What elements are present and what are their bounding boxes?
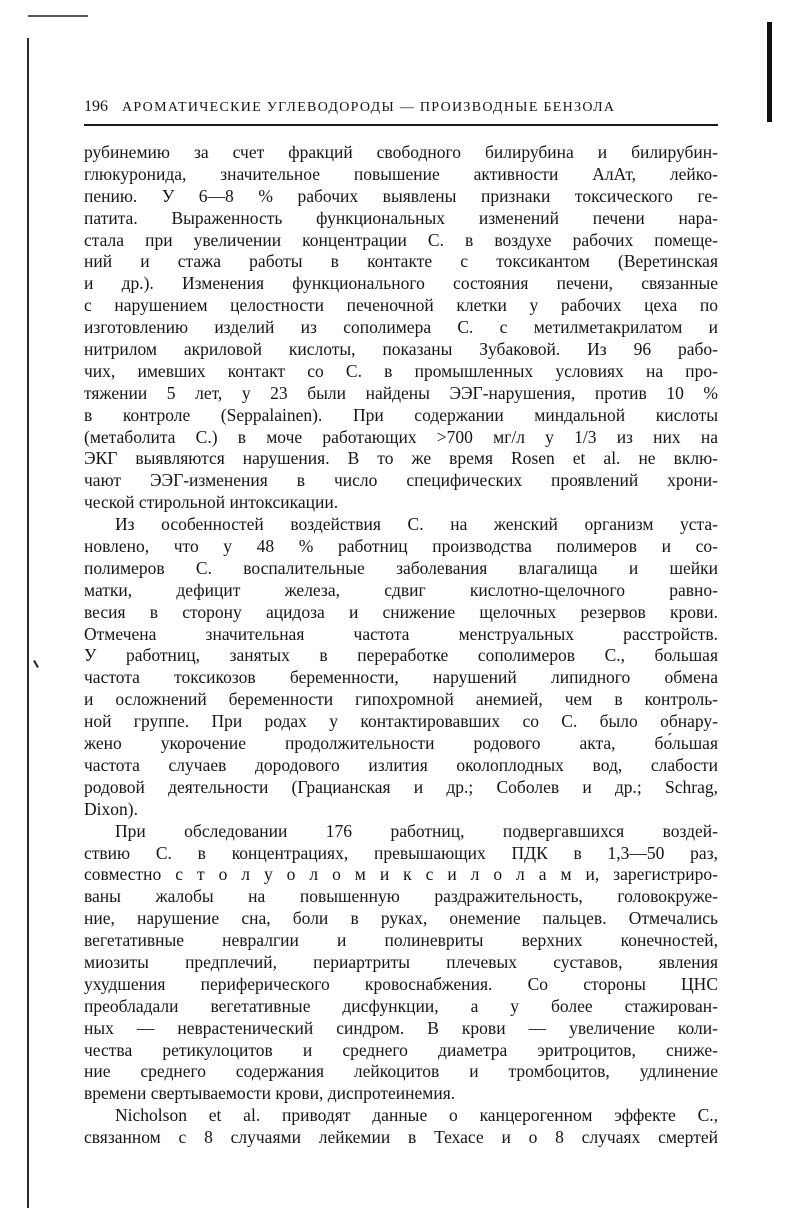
text-line: ние среднего содержания лейкоцитов и тромбоцитов, удлинение	[84, 1061, 718, 1082]
text-line: ние, нарушение сна, боли в руках, онемение пальцев. Отмечались	[84, 908, 718, 929]
text-line: и осложнений беременности гипохромной анемией, чем в контроль-	[84, 689, 718, 710]
text-line: ствию С. в концентрациях, превышающих ПДК в 1,3—50 раз,	[84, 842, 718, 863]
text-line: ных — неврастенический синдром. В крови — увеличение коли-	[84, 1017, 718, 1038]
text-line: Отмечена значительная частота менструальных расстройств.	[84, 623, 718, 644]
page-edge-top	[28, 15, 88, 17]
text-line: рубинемию за счет фракций свободного билирубина и билирубин-	[84, 142, 718, 162]
text-line: патита. Выраженность функциональных изменений печени нара-	[84, 207, 718, 228]
text-line: (метаболита С.) в моче работающих >700 мг/л у 1/3 из них на	[84, 426, 718, 447]
text-line: в контроле (Seppalainen). При содержании миндальной кислоты	[84, 404, 718, 425]
text-line: матки, дефицит железа, сдвиг кислотно-щелочного равно-	[84, 579, 718, 600]
text-line: ЭКГ выявляются нарушения. В то же время Rosen et al. не вклю-	[84, 448, 718, 469]
text-line: нитрилом акриловой кислоты, показаны Зубаковой. Из 96 рабо-	[84, 339, 718, 360]
text-line: времени свертываемости крови, диспротеинемия.	[84, 1083, 456, 1104]
text-line: Dixon).	[84, 798, 138, 819]
text-line: полимеров С. воспалительные заболевания влагалища и шейки	[84, 557, 718, 578]
body-text	[84, 142, 718, 1149]
page-edge-right	[767, 22, 772, 122]
text-line: связанном с 8 случаями лейкемии в Техасе и о 8 случаях смертей	[84, 1127, 718, 1148]
text-line: изготовлению изделий из сополимера С. с метилметакрилатом и	[84, 317, 718, 338]
text-line: пению. У 6—8 % рабочих выявлены признаки токсического ге-	[84, 185, 718, 206]
paragraph-first-line: Nicholson et al. приводят данные о канцерогенном эффекте С.,	[115, 1105, 718, 1126]
text-line: вегетативные невралгии и полиневриты верхних конечностей,	[84, 930, 718, 951]
running-title: АРОМАТИЧЕСКИЕ УГЛЕВОДОРОДЫ — ПРОИЗВОДНЫЕ БЕНЗОЛА	[122, 100, 616, 115]
running-head	[84, 98, 718, 120]
text-line: родовой деятельности (Грацианская и др.; Соболев и др.; Schrag,	[84, 776, 718, 797]
text-line: ческой стирольной интоксикации.	[84, 492, 339, 513]
text-line: тяжении 5 лет, у 23 были найдены ЭЭГ-нарушения, против 10 %	[84, 382, 718, 403]
text-line: чества ретикулоцитов и среднего диаметра эритроцитов, сниже-	[84, 1039, 718, 1060]
text-line: У работниц, занятых в переработке сополимеров С., большая	[84, 645, 718, 666]
paragraph-first-line: Из особенностей воздействия С. на женский организм уста-	[115, 514, 718, 535]
text-line: новлено, что у 48 % работниц производства полимеров и со-	[84, 536, 718, 557]
text-line: ваны жалобы на повышенную раздражительность, головокруже-	[84, 886, 718, 907]
text-line: миозиты предплечий, периартриты плечевых суставов, явления	[84, 951, 718, 972]
text-line: ной группе. При родах у контактировавших со С. было обнару-	[84, 711, 718, 732]
text-line: совместно с т о л у о л о м и к с и л о л а м и, зарегистриро-	[84, 864, 718, 885]
header-rule	[84, 124, 718, 126]
text-line: весия в сторону ацидоза и снижение щелочных резервов крови.	[84, 601, 718, 622]
text-line: чих, имевших контакт со С. в промышленных условиях на про-	[84, 360, 718, 381]
page-edge-left	[27, 38, 29, 1208]
page-number: 196	[84, 98, 108, 115]
text-line: частота токсикозов беременности, нарушений липидного обмена	[84, 667, 718, 688]
stray-ink-mark	[33, 660, 39, 668]
text-line: чают ЭЭГ-изменения в число специфических проявлений хрони-	[84, 470, 718, 491]
paragraph-first-line: При обследовании 176 работниц, подвергавшихся воздей-	[115, 820, 718, 841]
text-line: и др.). Изменения функционального состояния печени, связанные	[84, 273, 718, 294]
text-line: глюкуронида, значительное повышение активности АлАт, лейко-	[84, 163, 718, 184]
text-line: ний и стажа работы в контакте с токсикантом (Веретинская	[84, 251, 718, 272]
text-line: стала при увеличении концентрации С. в воздухе рабочих помеще-	[84, 229, 718, 250]
text-line: жено укорочение продолжительности родового акта, бо́льшая	[84, 733, 718, 754]
text-line: частота случаев дородового излития околоплодных вод, слабости	[84, 754, 718, 775]
text-line: с нарушением целостности печеночной клетки у рабочих цеха по	[84, 295, 718, 316]
text-line: преобладали вегетативные дисфункции, а у более стажирован-	[84, 995, 718, 1016]
text-line: ухудшения периферического кровоснабжения. Со стороны ЦНС	[84, 973, 718, 994]
